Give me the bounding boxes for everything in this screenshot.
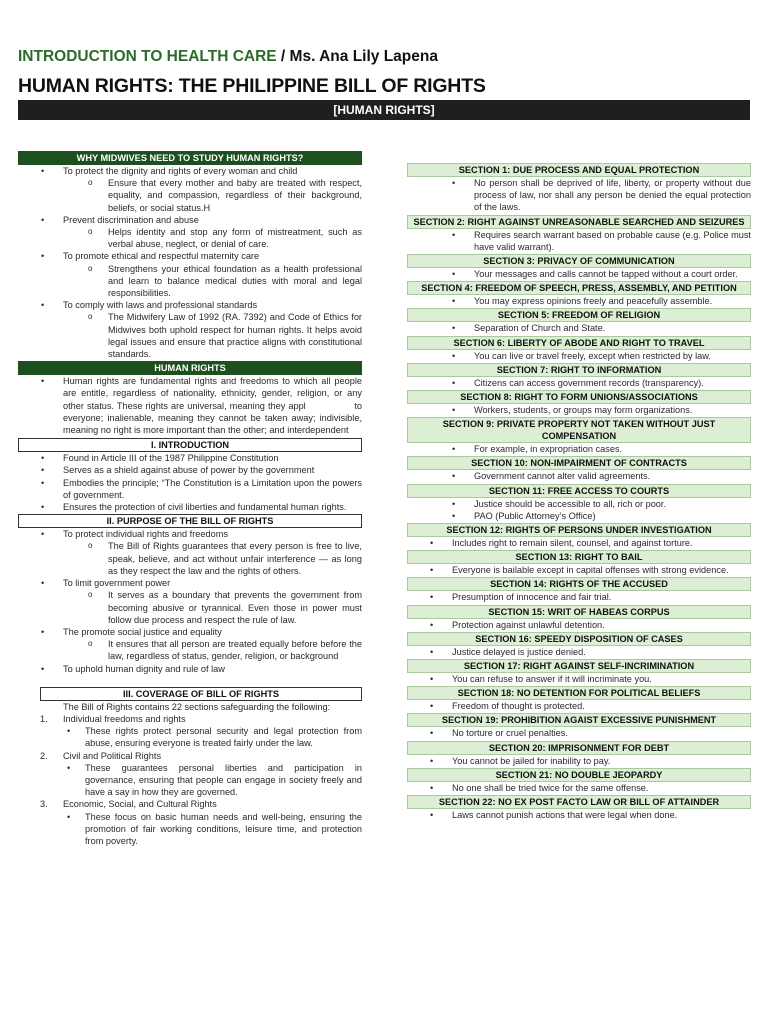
- section-bullets: [407, 470, 751, 482]
- section-bullet: • Separation of Church and State.: [407, 322, 751, 334]
- section-bullets: [407, 377, 751, 389]
- section-bullets: [407, 443, 751, 455]
- purpose-list: [18, 528, 362, 674]
- section-bullet: • You can refuse to answer if it will incriminate you.: [407, 673, 751, 685]
- section-heading: SECTION 22: NO EX POST FACTO LAW OR BILL OF ATTAINDER: [407, 795, 751, 809]
- sub-list-item: o The Bill of Rights guarantees that every person is free to live, speak, believe, and act without unfair interference — as long as they respect the law and the rights of others.: [18, 540, 362, 577]
- list-item: • Serves as a shield against abuse of power by the government: [18, 464, 362, 476]
- sub-list-item: • These guarantees personal liberties and participation in governance, ensuring that people can engage in society freely and have a say in how they are governed.: [18, 762, 362, 799]
- section-bullets: [407, 700, 751, 712]
- section-bullet: • Protection against unlawful detention.: [407, 619, 751, 631]
- list-item: • To protect the dignity and rights of every woman and child: [18, 165, 362, 177]
- section-bullet: • You can live or travel freely, except when restricted by law.: [407, 350, 751, 362]
- item-number: 3.: [40, 799, 48, 810]
- list-item: • To protect individual rights and freedoms: [18, 528, 362, 540]
- why-midwives-list: [18, 165, 362, 360]
- numbered-item: [18, 798, 362, 810]
- why-midwives-heading: WHY MIDWIVES NEED TO STUDY HUMAN RIGHTS?: [18, 151, 362, 165]
- section-bullets: [407, 755, 751, 767]
- section-bullet: • You cannot be jailed for inability to pay.: [407, 755, 751, 767]
- sub-list-item: o Helps identity and stop any form of mistreatment, such as verbal abuse, neglect, or denial of care.: [18, 226, 362, 250]
- section-bullets: [407, 404, 751, 416]
- section-bullet: • Freedom of thought is protected.: [407, 700, 751, 712]
- section-bullet: • Justice delayed is justice denied.: [407, 646, 751, 658]
- section-bullets: [407, 322, 751, 334]
- section-bullets: [407, 268, 751, 280]
- section-heading: SECTION 20: IMPRISONMENT FOR DEBT: [407, 741, 751, 755]
- sub-list-item: • These focus on basic human needs and well-being, ensuring the promotion of fair working conditions, leisure time, and protection from poverty.: [18, 811, 362, 848]
- list-item: • To promote ethical and respectful maternity care: [18, 250, 362, 262]
- section-heading: SECTION 4: FREEDOM OF SPEECH, PRESS, ASSEMBLY, AND PETITION: [407, 281, 751, 295]
- section-bullet: • Laws cannot punish actions that were legal when done.: [407, 809, 751, 821]
- section-heading: SECTION 3: PRIVACY OF COMMUNICATION: [407, 254, 751, 268]
- section-bullet: • Citizens can access government records (transparency).: [407, 377, 751, 389]
- section-bullets: [407, 809, 751, 821]
- list-item: • Found in Article III of the 1987 Philippine Constitution: [18, 452, 362, 464]
- section-bullets: [407, 537, 751, 549]
- list-item: • To uphold human dignity and rule of law: [18, 663, 362, 675]
- section-heading: SECTION 21: NO DOUBLE JEOPARDY: [407, 768, 751, 782]
- section-heading: SECTION 1: DUE PROCESS AND EQUAL PROTECTION: [407, 163, 751, 177]
- section-bullet: • Justice should be accessible to all, rich or poor.: [407, 498, 751, 510]
- section-bullets: [407, 673, 751, 685]
- sub-list-item: o Strengthens your ethical foundation as a health professional and learn to balance medical duties with moral and legal responsibilities.: [18, 263, 362, 300]
- section-bullet: • No torture or cruel penalties.: [407, 727, 751, 739]
- coverage-intro: The Bill of Rights contains 22 sections safeguarding the following:: [63, 701, 331, 712]
- sub-list-item: • These rights protect personal security and legal protection from abuse, ensuring everyone is treated fairly under the law.: [18, 725, 362, 749]
- coverage-heading: III. COVERAGE OF BILL OF RIGHTS: [40, 687, 362, 701]
- section-heading: SECTION 13: RIGHT TO BAIL: [407, 550, 751, 564]
- list-item: • Prevent discrimination and abuse: [18, 214, 362, 226]
- section-bullet: • No person shall be deprived of life, liberty, or property without due process of law, nor shall any person be denied the equal protection of the laws.: [407, 177, 751, 214]
- section-bullets: [407, 727, 751, 739]
- section-heading: SECTION 15: WRIT OF HABEAS CORPUS: [407, 605, 751, 619]
- section-bullet: • Workers, students, or groups may form organizations.: [407, 404, 751, 416]
- section-bullets: [407, 591, 751, 603]
- sub-list-item: o Ensure that every mother and baby are treated with respect, equality, and compassion, regardless of their background, beliefs, or social status.H: [18, 177, 362, 214]
- section-bullets: [407, 782, 751, 794]
- section-bullet: • For example, in expropriation cases.: [407, 443, 751, 455]
- right-column: [407, 163, 751, 821]
- section-heading: SECTION 11: FREE ACCESS TO COURTS: [407, 484, 751, 498]
- section-bullets: [407, 646, 751, 658]
- section-bullets: [407, 619, 751, 631]
- section-bullets: [407, 177, 751, 214]
- section-heading: SECTION 14: RIGHTS OF THE ACCUSED: [407, 577, 751, 591]
- section-bullet: • Your messages and calls cannot be tapped without a court order.: [407, 268, 751, 280]
- item-text: Civil and Political Rights: [63, 750, 162, 761]
- coverage-list: [18, 713, 362, 847]
- section-bullet: • Government cannot alter valid agreements.: [407, 470, 751, 482]
- item-number: 2.: [40, 750, 48, 761]
- sub-list-item: o It ensures that all person are treated equally before before the law, regardless of status, gender, religion, or background: [18, 638, 362, 662]
- sub-list-item: o It serves as a boundary that prevents the government from becoming abusive or tyrannical. Even those in power must follow due process and respect the rule of law.: [18, 589, 362, 626]
- section-bullet: • No one shall be tried twice for the same offense.: [407, 782, 751, 794]
- section-heading: SECTION 10: NON-IMPAIRMENT OF CONTRACTS: [407, 456, 751, 470]
- left-column: [18, 151, 365, 847]
- page-title: HUMAN RIGHTS: THE PHILIPPINE BILL OF RIGHTS: [18, 75, 486, 97]
- numbered-item: [18, 750, 362, 762]
- section-heading: SECTION 19: PROHIBITION AGAIST EXCESSIVE PUNISHMENT: [407, 713, 751, 727]
- item-text: Individual freedoms and rights: [63, 713, 186, 724]
- human-rights-definition: • Human rights are fundamental rights and freedoms to which all people are entitle, regardless of nationality, ethnicity, gender, religion, or any other status. These rights are universal, meaning they appl to everyone; inalienable, meaning they cannot be taken away; indivisible, meaning no right is more important than the other; and interdependent: [18, 375, 362, 436]
- course-title: INTRODUCTION TO HEALTH CARE: [18, 48, 277, 65]
- list-item: • The promote social justice and equality: [18, 626, 362, 638]
- list-item: • Embodies the principle; “The Constitution is a Limitation upon the powers of government.: [18, 477, 362, 501]
- course-author-line: [18, 48, 438, 66]
- section-bullet: • Presumption of innocence and fair trial.: [407, 591, 751, 603]
- section-heading: SECTION 7: RIGHT TO INFORMATION: [407, 363, 751, 377]
- list-item: • Ensures the protection of civil liberties and fundamental human rights.: [18, 501, 362, 513]
- introduction-list: [18, 452, 362, 513]
- introduction-heading: I. INTRODUCTION: [18, 438, 362, 452]
- item-text: Economic, Social, and Cultural Rights: [63, 799, 217, 810]
- section-heading: SECTION 12: RIGHTS OF PERSONS UNDER INVESTIGATION: [407, 523, 751, 537]
- section-heading: SECTION 9: PRIVATE PROPERTY NOT TAKEN WITHOUT JUST COMPENSATION: [407, 417, 751, 443]
- list-item: • To comply with laws and professional standards: [18, 299, 362, 311]
- section-bullet: • You may express opinions freely and peacefully assemble.: [407, 295, 751, 307]
- author-name: / Ms. Ana Lily Lapena: [276, 48, 438, 65]
- human-rights-list: [18, 375, 365, 436]
- section-heading: SECTION 2: RIGHT AGAINST UNREASONABLE SEARCHED AND SEIZURES: [407, 215, 751, 229]
- section-bullet: • Everyone is bailable except in capital offenses with strong evidence.: [407, 564, 751, 576]
- section-heading: SECTION 5: FREEDOM OF RELIGION: [407, 308, 751, 322]
- section-bullet: • PAO (Public Attorney’s Office): [407, 510, 751, 522]
- section-bullets: [407, 350, 751, 362]
- item-number: 1.: [40, 713, 48, 724]
- section-heading: SECTION 8: RIGHT TO FORM UNIONS/ASSOCIATIONS: [407, 390, 751, 404]
- purpose-heading: II. PURPOSE OF THE BILL OF RIGHTS: [18, 514, 362, 528]
- section-banner: [HUMAN RIGHTS]: [18, 100, 750, 120]
- section-bullets: [407, 498, 751, 522]
- section-heading: SECTION 6: LIBERTY OF ABODE AND RIGHT TO TRAVEL: [407, 336, 751, 350]
- section-bullet: • Requires search warrant based on probable cause (e.g. Police must have valid warrant).: [407, 229, 751, 253]
- sub-list-item: o The Midwifery Law of 1992 (RA. 7392) and Code of Ethics for Midwives both uphold respect for human rights. It helps avoid legal issues and ensure that practice aligns with constitutional standards.: [18, 311, 362, 360]
- section-heading: SECTION 17: RIGHT AGAINST SELF-INCRIMINATION: [407, 659, 751, 673]
- section-bullets: [407, 229, 751, 253]
- section-bullets: [407, 295, 751, 307]
- section-heading: SECTION 18: NO DETENTION FOR POLITICAL BELIEFS: [407, 686, 751, 700]
- list-item: • To limit government power: [18, 577, 362, 589]
- numbered-item: [18, 713, 362, 725]
- section-bullet: • Includes right to remain silent, counsel, and against torture.: [407, 537, 751, 549]
- section-heading: SECTION 16: SPEEDY DISPOSITION OF CASES: [407, 632, 751, 646]
- section-bullets: [407, 564, 751, 576]
- human-rights-heading: HUMAN RIGHTS: [18, 361, 362, 375]
